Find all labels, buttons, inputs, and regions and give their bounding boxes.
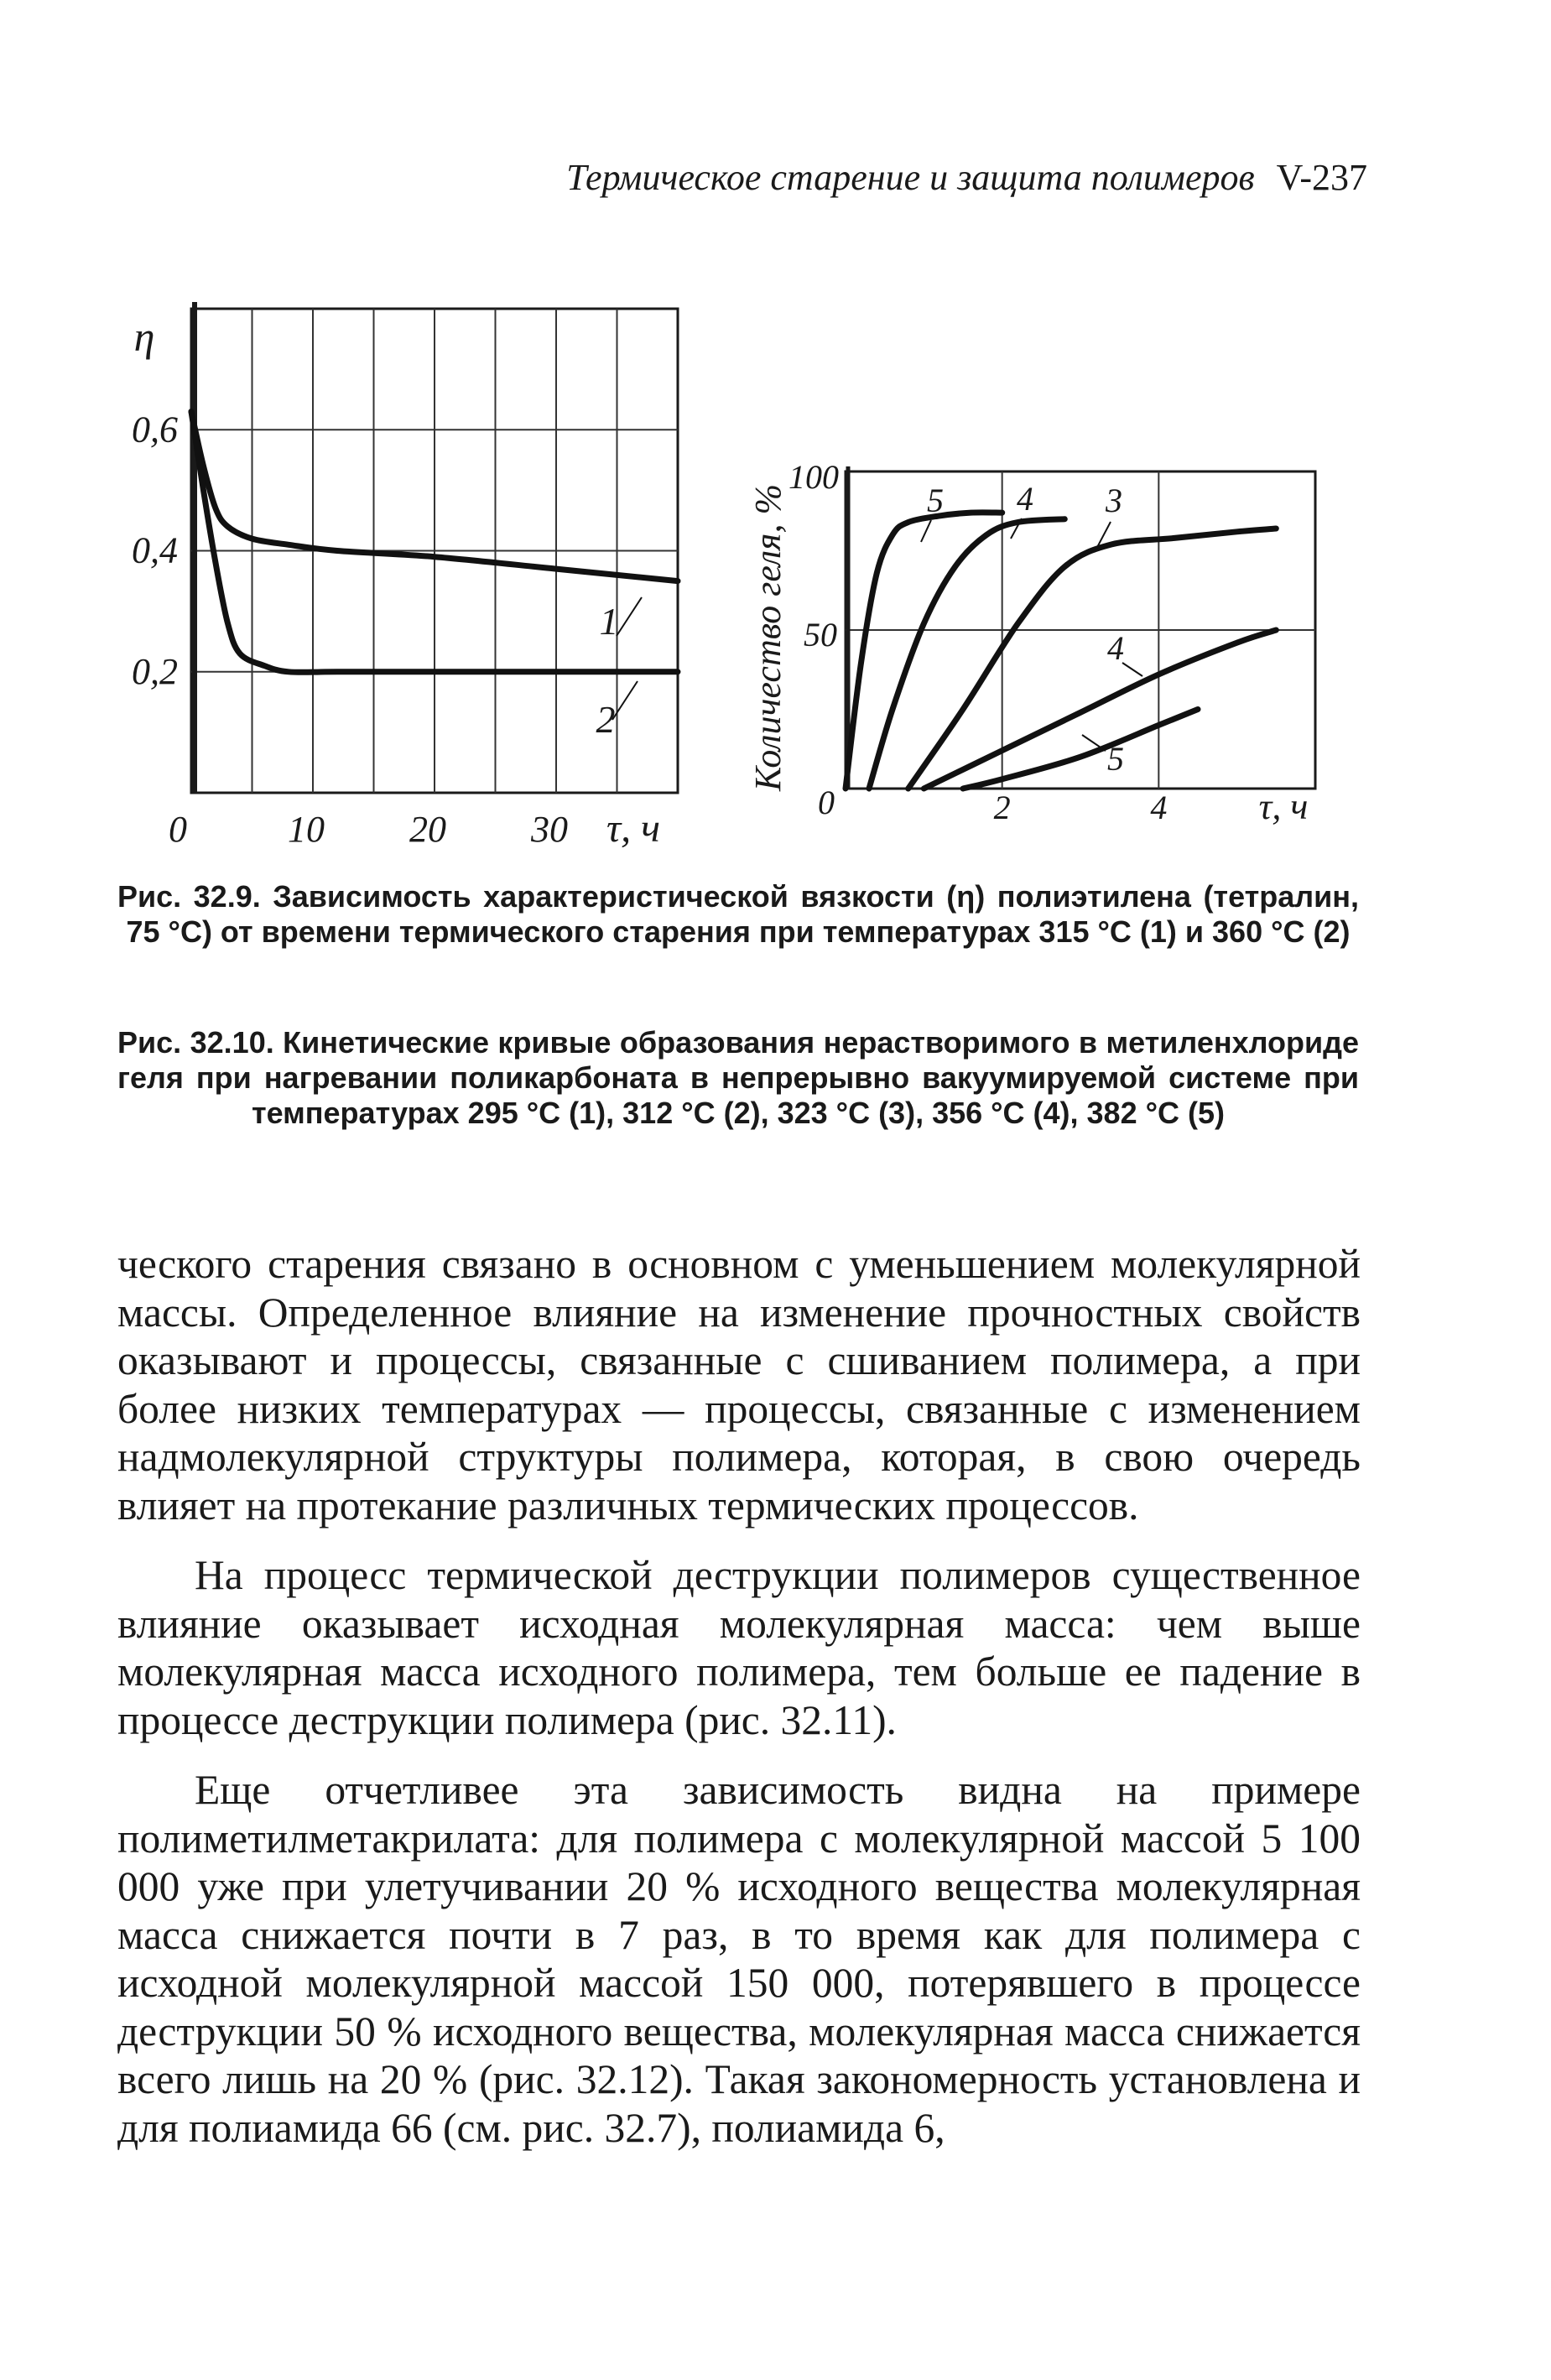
y-tick-label: 50: [804, 616, 837, 654]
figures-area: [0, 0, 1551, 889]
y-tick-label: 100: [789, 458, 839, 496]
x-tick-label: 10: [288, 809, 325, 850]
x-axis-label: τ, ч: [1258, 786, 1309, 827]
y-axis-label: Количество геля, %: [747, 483, 789, 792]
x-tick-label: 20: [409, 809, 446, 850]
x-tick-label: 30: [531, 809, 568, 850]
x-tick-label: 4: [1150, 789, 1168, 826]
x-axis-label: τ, ч: [606, 806, 661, 851]
series-1-leader: [921, 520, 931, 542]
series-4-leader: [1122, 663, 1142, 676]
chart-gel-kinetics: [747, 458, 1315, 827]
figure-caption-32-10: Рис. 32.10. Кинетические кривые образования нерастворимого в метиленхлориде геля при нагревании поликарбоната в непрерывно вакуумируемой системе при температурах 295 °С (1), 312 °С (2), 323 °С (3), 356 °С (4), 382 °С (5): [117, 1025, 1359, 1130]
running-title: Термическое старение и защита полимеров: [566, 157, 1255, 198]
series-5-line: [963, 710, 1198, 789]
series-5-leader: [1082, 735, 1106, 751]
series-2-label: 4: [1017, 480, 1033, 518]
figure-caption-32-9: Рис. 32.9. Зависимость характеристической вязкости (η) полиэтилена (тетралин, 75 °С) от времени термического старения при температурах 315 °С (1) и 360 °С (2): [117, 879, 1359, 949]
paragraph-3: Еще отчетливее эта зависимость видна на примере полиметилметакрилата: для полимера с молекулярной массой 5 100 000 уже при улетучивании 20 % исходного вещества молекулярная масса снижается почти в 7 раз, в то время как для полимера с исходной молекулярной массой 150 000, потерявшего в процессе деструкции 50 % исходного вещества, молекулярная масса снижается всего лишь на 20 % (рис. 32.12). Такая закономерность установлена и для полиамида 66 (см. рис. 32.7), полиамида 6,: [117, 1767, 1361, 2151]
series-2-line: [869, 519, 1064, 789]
series-2-label: 2: [596, 698, 616, 741]
paragraph-1: ческого старения связано в основном с уменьшением молекулярной массы. Определенное влияние на изменение прочностных свойств оказывают и процессы, связанные с сшиванием полимера, а при более низких температурах — процессы, связанные с изменением надмолекулярной структуры полимера, которая, в свою очередь влияет на протекание различных термических процессов.: [117, 1241, 1361, 1529]
y-tick-label: 0,4: [132, 529, 178, 571]
series-5-label: 5: [1107, 740, 1124, 778]
x-tick-label: 0: [169, 809, 187, 850]
series-4-line: [924, 630, 1276, 789]
series-3-label: 3: [1106, 482, 1122, 519]
series-1-leader: [617, 597, 642, 636]
x-tick-label: 2: [993, 789, 1011, 826]
y-tick-label: 0,2: [132, 650, 178, 692]
series-1-line: [846, 513, 1002, 789]
x-tick-label: 0: [818, 784, 835, 821]
series-4-label: 4: [1107, 629, 1124, 667]
paragraph-2: На процесс термической деструкции полимеров существенное влияние оказывает исходная молекулярная масса: чем выше молекулярная масса исходного полимера, тем больше ее падение в процессе деструкции полимера (рис. 32.11).: [117, 1552, 1361, 1743]
chart-viscosity: [132, 302, 678, 851]
page-number: V-237: [1276, 157, 1367, 198]
y-tick-label: 0,6: [132, 409, 178, 450]
body-text: [117, 1240, 1361, 2174]
series-1-label: 1: [599, 600, 619, 643]
series-1-label: 5: [927, 482, 944, 519]
y-axis-label: η: [133, 313, 155, 360]
